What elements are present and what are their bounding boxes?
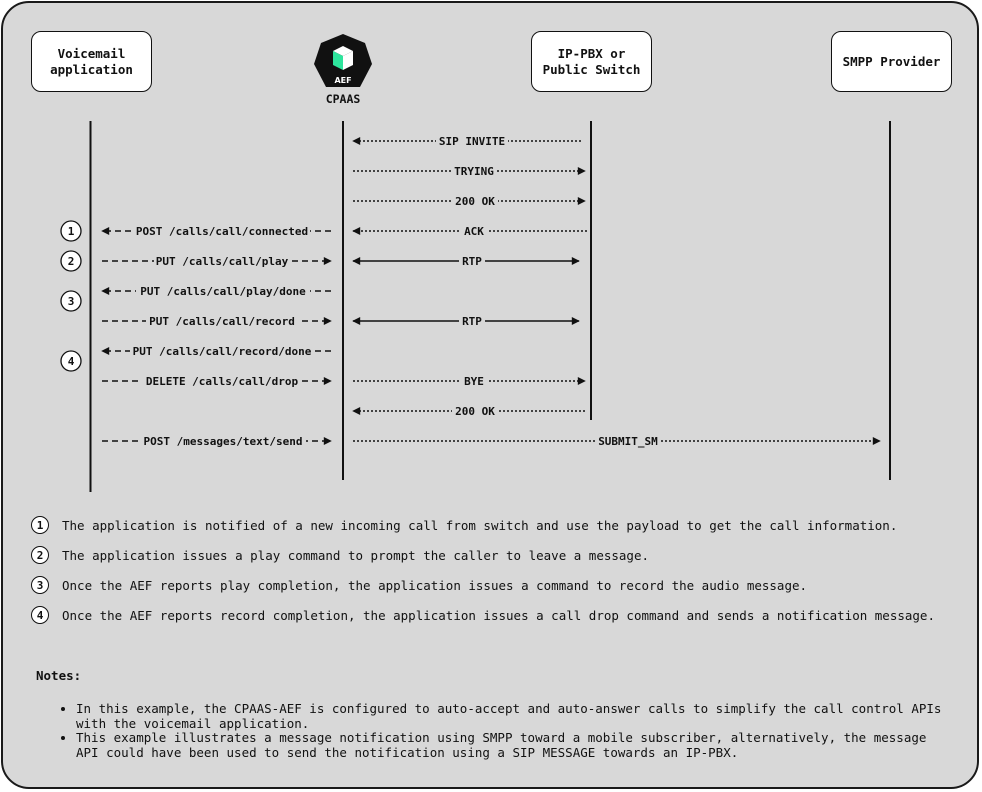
legend-number: 2 bbox=[31, 546, 49, 564]
svg-text:SIP INVITE: SIP INVITE bbox=[438, 135, 506, 148]
actor-ip-pbx: IP-PBX or Public Switch bbox=[531, 31, 652, 92]
notes-title: Notes: bbox=[36, 668, 82, 683]
legend-text: Once the AEF reports play completion, the application issues a command to record the audio message. bbox=[62, 577, 808, 593]
cpaas-label: CPAAS bbox=[325, 92, 361, 106]
actor-smpp-provider: SMPP Provider bbox=[831, 31, 952, 92]
svg-text:4: 4 bbox=[67, 355, 75, 368]
message-put-play bbox=[102, 255, 331, 268]
legend-item-1 bbox=[31, 516, 897, 534]
message-bye bbox=[353, 375, 585, 388]
legend-text: The application is notified of a new incoming call from switch and use the payload to get the call information. bbox=[62, 517, 898, 533]
legend-text: Once the AEF reports record completion, the application issues a call drop command and sends a notification message. bbox=[62, 607, 935, 623]
message-post-send bbox=[102, 435, 331, 448]
svg-text:PUT /calls/call/play/done: PUT /calls/call/play/done bbox=[140, 285, 306, 298]
svg-text:RTP: RTP bbox=[462, 315, 482, 328]
svg-text:BYE: BYE bbox=[464, 375, 484, 388]
legend-text: The application issues a play command to prompt the caller to leave a message. bbox=[62, 547, 649, 563]
message-submit-sm bbox=[353, 435, 880, 448]
svg-text:2: 2 bbox=[67, 255, 75, 268]
svg-text:RTP: RTP bbox=[462, 255, 482, 268]
message-ack bbox=[353, 225, 587, 238]
message-rtp-2 bbox=[353, 315, 579, 328]
message-post-connected bbox=[102, 225, 331, 238]
message-delete-drop bbox=[102, 375, 331, 388]
svg-text:SUBMIT_SM: SUBMIT_SM bbox=[598, 435, 658, 448]
message-200-ok-1 bbox=[353, 195, 585, 208]
svg-text:200 OK: 200 OK bbox=[455, 195, 495, 208]
svg-text:1: 1 bbox=[67, 225, 75, 238]
svg-text:PUT /calls/call/record: PUT /calls/call/record bbox=[149, 315, 295, 328]
message-rtp-1 bbox=[353, 255, 579, 268]
svg-text:PUT /calls/call/play: PUT /calls/call/play bbox=[155, 255, 289, 268]
note-item: • In this example, the CPAAS-AEF is configured to auto-accept and auto-answer calls to simplify the call control APIs with the voicemail application. bbox=[76, 702, 956, 731]
message-sip-invite bbox=[353, 135, 581, 148]
actor-voicemail-application: Voicemail application bbox=[31, 31, 152, 92]
step-marker-2 bbox=[61, 251, 81, 271]
message-put-record-done bbox=[102, 345, 331, 358]
svg-text:200 OK: 200 OK bbox=[455, 405, 495, 418]
legend-item-3 bbox=[31, 576, 807, 594]
svg-text:3: 3 bbox=[67, 295, 75, 308]
message-put-play-done bbox=[102, 285, 331, 298]
step-marker-3 bbox=[61, 291, 81, 311]
legend-item-2 bbox=[31, 546, 649, 564]
legend-item-4 bbox=[31, 606, 935, 624]
message-put-record bbox=[102, 315, 331, 328]
svg-text:DELETE /calls/call/drop: DELETE /calls/call/drop bbox=[145, 375, 299, 388]
legend-number: 4 bbox=[31, 606, 49, 624]
note-item: • This example illustrates a message notification using SMPP toward a mobile subscriber, alternatively, the message API could have been used to send the notification using a SIP MESSAGE towards an IP-PBX. bbox=[76, 731, 956, 760]
legend-number: 1 bbox=[31, 516, 49, 534]
step-marker-4 bbox=[61, 351, 81, 371]
svg-text:ACK: ACK bbox=[464, 225, 484, 238]
message-200-ok-2 bbox=[353, 405, 585, 418]
step-marker-1 bbox=[61, 221, 81, 241]
notes-list bbox=[58, 702, 956, 760]
svg-text:PUT /calls/call/record/done: PUT /calls/call/record/done bbox=[132, 345, 312, 358]
svg-text:POST /calls/call/connected: POST /calls/call/connected bbox=[135, 225, 309, 238]
message-trying bbox=[353, 165, 585, 178]
legend-number: 3 bbox=[31, 576, 49, 594]
svg-text:POST /messages/text/send: POST /messages/text/send bbox=[143, 435, 303, 448]
logo-text: AEF bbox=[334, 76, 352, 85]
svg-text:TRYING: TRYING bbox=[454, 165, 494, 178]
